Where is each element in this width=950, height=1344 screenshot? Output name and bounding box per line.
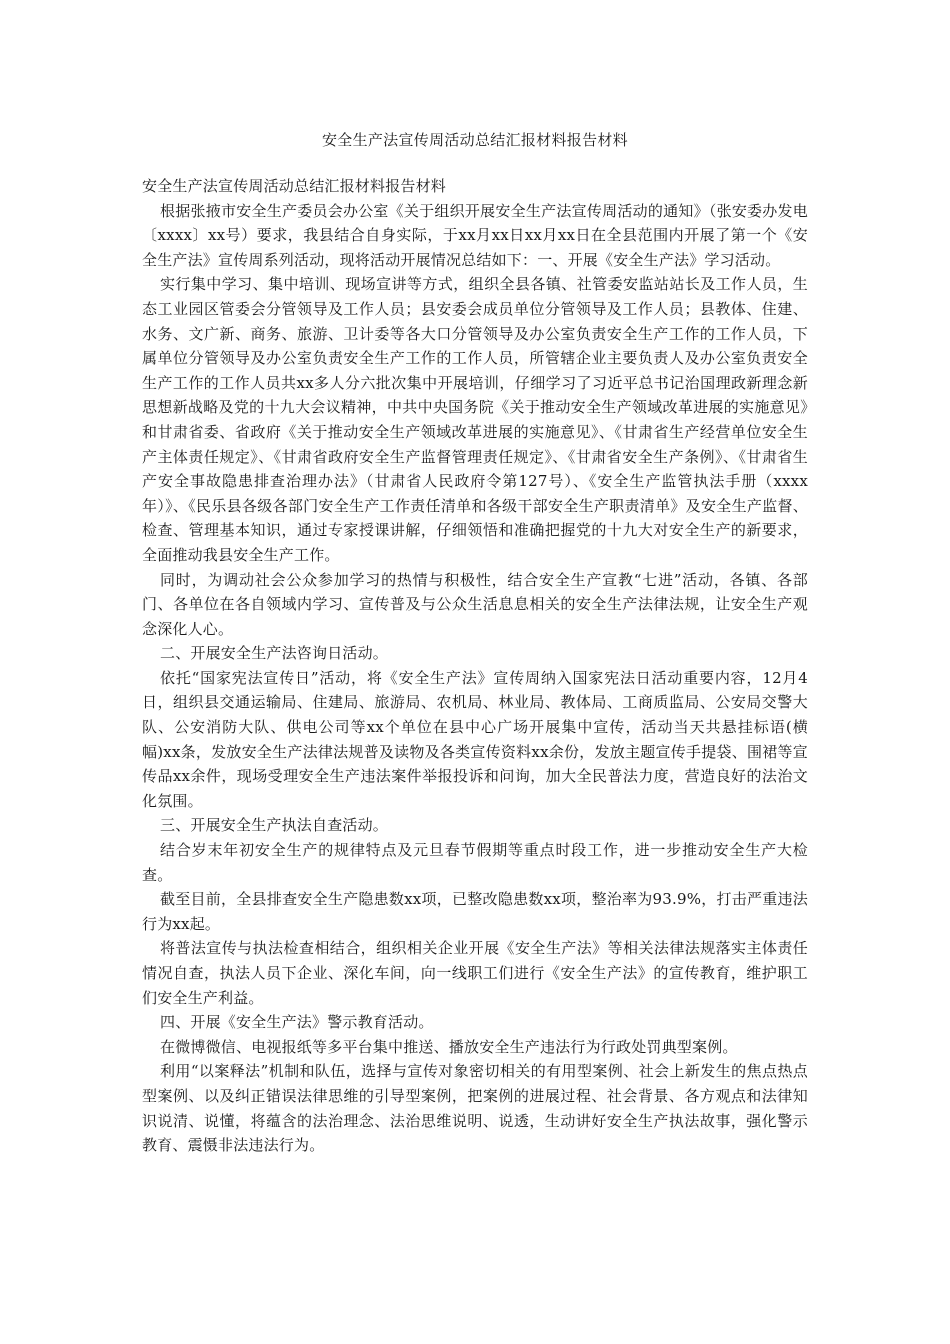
paragraph: 利用“以案释法”机制和队伍，选择与宣传对象密切相关的有用型案例、社会上新发生的焦点热点型案例、以及纠正错误法律思维的引导型案例，把案例的进展过程、社会背景、各方观点和法律知识说清、说懂，将蕴含的法治理念、法治思维说明、说透，生动讲好安全生产执法故事，强化警示教育、震慑非法违法行为。: [142, 1062, 808, 1155]
paragraph: 同时，为调动社会公众参加学习的热情与积极性，结合安全生产宣教“七进”活动，各镇、各部门、各单位在各自领域内学习、宣传普及与公众生活息息相关的安全生产法律法规，让安全生产观念深化人心。: [142, 570, 808, 638]
paragraph: 三、开展安全生产执法自查活动。: [160, 816, 389, 835]
document-title: 安全生产法宣传周活动总结汇报材料报告材料: [321, 131, 628, 149]
paragraph: 四、开展《安全生产法》警示教育活动。: [160, 1013, 434, 1032]
document-body: [142, 174, 808, 1158]
paragraph: 结合岁末年初安全生产的规律特点及元旦春节假期等重点时段工作，进一步推动安全生产大检查。: [142, 841, 808, 884]
paragraph: 在微博微信、电视报纸等多平台集中推送、播放安全生产违法行为行政处罚典型案例。: [160, 1037, 738, 1056]
paragraph: 依托“国家宪法宣传日”活动，将《安全生产法》宣传周纳入国家宪法日活动重要内容，12月4日，组织县交通运输局、住建局、旅游局、农机局、林业局、教体局、工商质监局、公安局交警大队、公安消防大队、供电公司等xx个单位在县中心广场开展集中宣传，活动当天共悬挂标语(横幅)xx条，发放安全生产法律法规普及读物及各类宣传资料xx余份，发放主题宣传手提袋、围裙等宣传品xx余件，现场受理安全生产违法案件举报投诉和问询，加大全民普法力度，营造良好的法治文化氛围。: [142, 668, 808, 810]
paragraph: 将普法宣传与执法检查相结合，组织相关企业开展《安全生产法》等相关法律法规落实主体责任情况自查，执法人员下企业、深化车间，向一线职工们进行《安全生产法》的宣传教育，维护职工们安全生产利益。: [142, 939, 808, 1007]
paragraph: 二、开展安全生产法咨询日活动。: [160, 644, 389, 663]
paragraph: 截至目前，全县排查安全生产隐患数xx项，已整改隐患数xx项，整治率为93.9%，打击严重违法行为xx起。: [142, 890, 808, 933]
paragraph: 实行集中学习、集中培训、现场宣讲等方式，组织全县各镇、社管委安监站站长及工作人员，生态工业园区管委会分管领导及工作人员；县安委会成员单位分管领导及工作人员；县教体、住建、水务、文广新、商务、旅游、卫计委等各大口分管领导及办公室负责安全生产工作的工作人员，下属单位分管领导及办公室负责安全生产工作的工作人员，所管辖企业主要负责人及办公室负责安全生产工作的工作人员共xx多人分六批次集中开展培训，仔细学习了习近平总书记治国理政新理念新思想新战略及党的十九大会议精神，中共中央国务院《关于推动安全生产领域改革进展的实施意见》和甘肃省委、省政府《关于推动安全生产领域改革进展的实施意见》、《甘肃省生产经营单位安全生产主体责任规定》、《甘肃省政府安全生产监督管理责任规定》、《甘肃省安全生产条例》、《甘肃省生产安全事故隐患排查治理办法》（甘肃省人民政府令第127号）、《安全生产监管执法手册（xxxx年）》、《民乐县各级各部门安全生产工作责任清单和各级干部安全生产职责清单》及安全生产监督、检查、管理基本知识，通过专家授课讲解，仔细领悟和准确把握党的十九大对安全生产的新要求，全面推动我县安全生产工作。: [142, 275, 808, 564]
paragraph: 根据张掖市安全生产委员会办公室《关于组织开展安全生产法宣传周活动的通知》（张安委办发电〔xxxx〕xx号）要求，我县结合自身实际，于xx月xx日xx月xx日在全县范围内开展了第一个《安全生产法》宣传周系列活动，现将活动开展情况总结如下：一、开展《安全生产法》学习活动。: [142, 201, 808, 269]
document-subtitle: 安全生产法宣传周活动总结汇报材料报告材料: [142, 177, 447, 195]
